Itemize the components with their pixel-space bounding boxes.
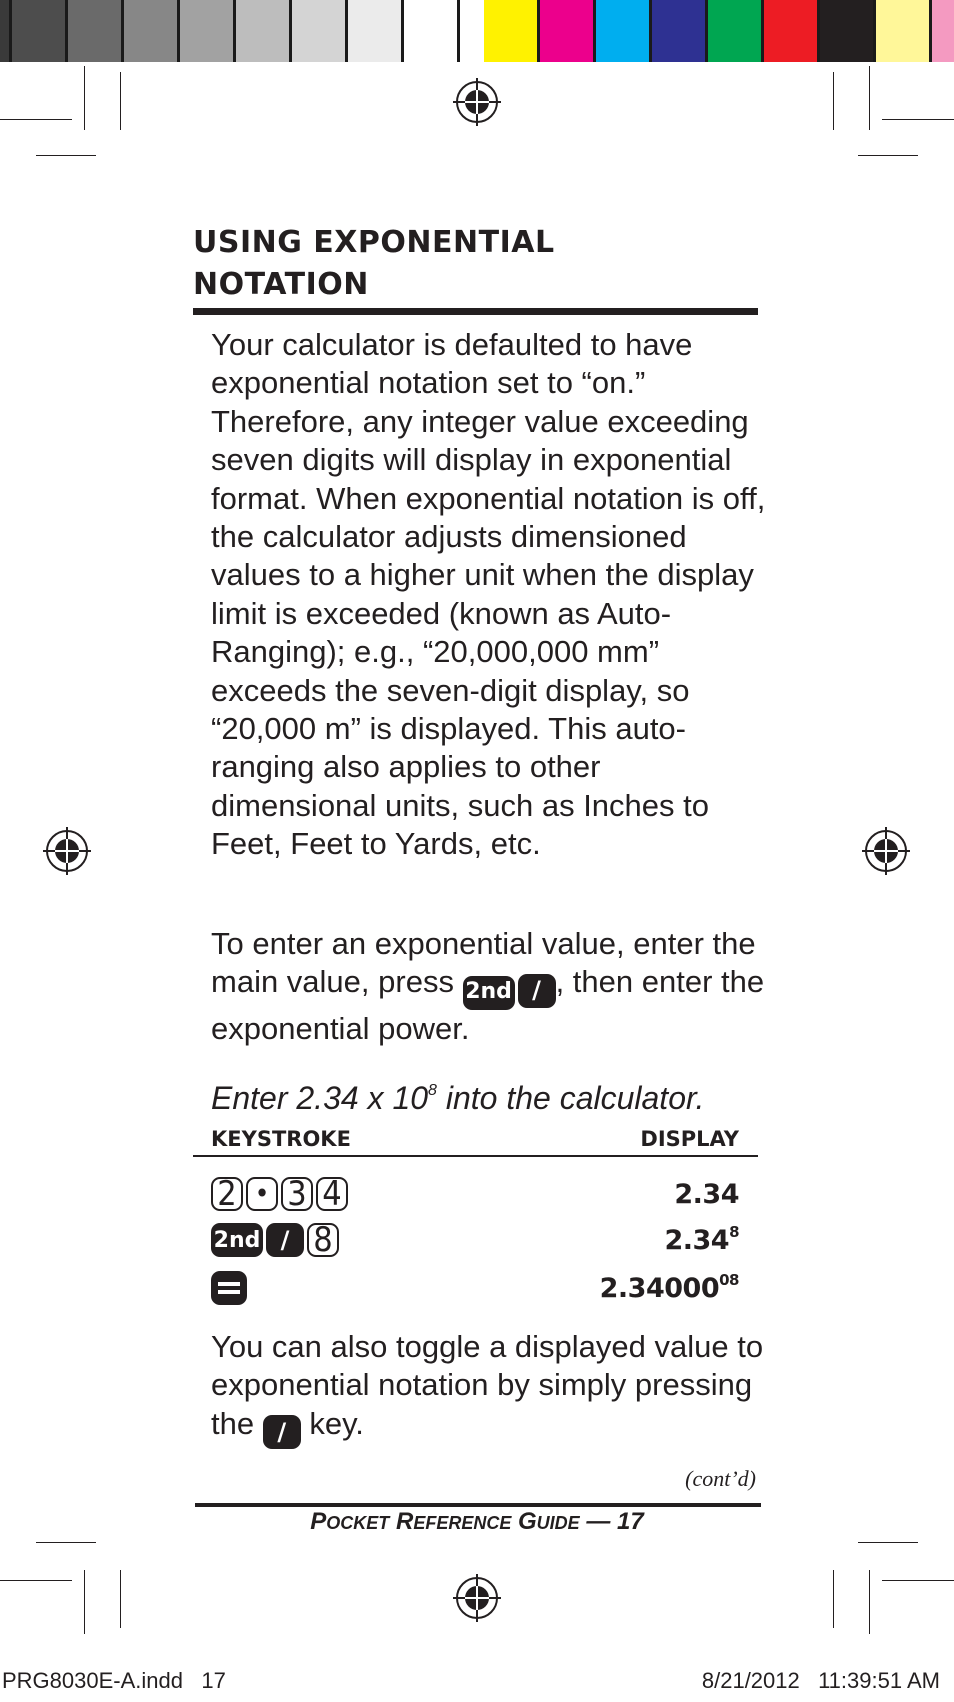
- crop-mark: [882, 119, 954, 120]
- slug-filename: PRG8030E-A.indd 17: [2, 1668, 226, 1693]
- crop-mark: [869, 66, 870, 130]
- color-swatch: [876, 0, 932, 62]
- table-row: [211, 1173, 739, 1215]
- crop-mark: [36, 155, 96, 156]
- gray-swatch: [0, 0, 12, 62]
- keystroke-column-header: KEYSTROKE: [211, 1127, 351, 1151]
- crop-mark: [869, 1570, 870, 1634]
- grayscale-color-bar: [0, 0, 468, 62]
- color-swatch: [932, 0, 954, 62]
- crop-mark: [84, 66, 85, 130]
- heading-rule: [193, 308, 758, 315]
- gray-swatch: [292, 0, 348, 62]
- display-column-header: DISPLAY: [640, 1127, 739, 1151]
- display-value: [599, 1270, 739, 1304]
- crop-mark: [858, 1542, 918, 1543]
- color-swatch: [820, 0, 876, 62]
- registration-mark-icon: [453, 78, 501, 126]
- color-swatch: [596, 0, 652, 62]
- color-swatch: [764, 0, 820, 62]
- color-swatch: [540, 0, 596, 62]
- registration-mark-icon: [453, 1574, 501, 1622]
- slash-key-icon: /: [266, 1223, 304, 1257]
- table-row: [211, 1219, 739, 1261]
- keystroke-sequence: [211, 1271, 250, 1305]
- crop-mark: [120, 72, 121, 130]
- equals-key-icon: [211, 1271, 247, 1305]
- registration-mark-icon: [862, 827, 910, 875]
- second-key-icon: 2nd: [211, 1223, 263, 1257]
- example-instruction: [211, 1080, 704, 1117]
- crop-mark: [833, 1570, 834, 1628]
- para2-text-after: , then enter the exponential power.: [211, 964, 765, 1046]
- four-key-icon: 4: [316, 1177, 348, 1211]
- entry-instructions-paragraph: [211, 925, 771, 1048]
- footer-rule: [195, 1503, 761, 1507]
- gray-swatch: [68, 0, 124, 62]
- footer-initial-p: P: [310, 1508, 327, 1535]
- gray-swatch: [180, 0, 236, 62]
- display-exponent: 8: [729, 1222, 739, 1241]
- example-text-after: into the calculator.: [436, 1080, 705, 1116]
- crop-mark: [0, 119, 72, 120]
- gray-swatch: [12, 0, 68, 62]
- crop-mark: [882, 1580, 954, 1581]
- second-key-icon: 2nd: [463, 976, 515, 1010]
- heading-line-1: USING EXPONENTIAL: [193, 225, 555, 260]
- footer-page-number: — 17: [579, 1508, 644, 1535]
- toggle-paragraph: [211, 1328, 771, 1449]
- color-swatch: [708, 0, 764, 62]
- crop-mark: [36, 1542, 96, 1543]
- example-text-before: Enter 2.34 x 10: [211, 1080, 429, 1116]
- slash-key-icon: /: [518, 974, 556, 1008]
- color-swatch: [484, 0, 540, 62]
- gray-swatch: [236, 0, 292, 62]
- eight-key-icon: 8: [307, 1223, 339, 1257]
- process-color-bar: [484, 0, 954, 62]
- gray-swatch: [404, 0, 460, 62]
- gray-swatch: [124, 0, 180, 62]
- table-header-rule: [193, 1155, 758, 1157]
- footer-smallcaps: UIDE: [536, 1513, 580, 1533]
- footer-smallcaps: OCKET: [326, 1513, 390, 1533]
- crop-mark: [120, 1570, 121, 1628]
- para3-text-before: You can also toggle a displayed value to exponential notation by simply pressing the: [211, 1329, 764, 1441]
- para2-text-before: To enter an exponential value, enter the main value, press: [211, 926, 756, 1000]
- display-mantissa: 2.34: [664, 1224, 730, 1256]
- two-key-icon: 2: [211, 1177, 243, 1211]
- heading-line-2: NOTATION: [193, 267, 369, 302]
- crop-mark: [833, 72, 834, 130]
- section-heading: [193, 222, 763, 306]
- slash-key-icon: /: [263, 1415, 301, 1449]
- table-row: [211, 1267, 739, 1309]
- continued-note: (cont’d): [685, 1466, 756, 1491]
- keystroke-sequence: [211, 1174, 351, 1214]
- intro-paragraph: Your calculator is defaulted to have exponential notation set to “on.” Therefore, any integer value exceeding seven digits will display in exponential format. When exponential notation is off, the calculator adjusts dimensioned values to a higher unit when the display limit is exceeded (known as Auto-Ranging); e.g., “20,000,000 mm” exceeds the seven-digit display, so “20,000 m” is displayed. This auto-ranging also applies to other dimensional units, such as Inches to Feet, Feet to Yards, etc.: [211, 327, 766, 862]
- display-exponent: 08: [719, 1270, 739, 1289]
- crop-mark: [858, 155, 918, 156]
- footer-initial-g: G: [518, 1508, 537, 1535]
- color-swatch: [652, 0, 708, 62]
- slug-datetime: 8/21/2012 11:39:51 AM: [701, 1668, 940, 1693]
- display-value: [664, 1222, 739, 1256]
- display-mantissa: 2.34000: [599, 1272, 720, 1304]
- registration-mark-icon: [43, 827, 91, 875]
- decimal-point-key-icon: •: [246, 1177, 278, 1211]
- keystroke-sequence: [211, 1220, 342, 1260]
- three-key-icon: 3: [281, 1177, 313, 1211]
- gray-swatch: [348, 0, 404, 62]
- crop-mark: [0, 1580, 72, 1581]
- example-exponent: 8: [428, 1082, 437, 1099]
- footer-smallcaps: EFERENCE: [413, 1513, 512, 1533]
- display-mantissa: 2.34: [674, 1178, 739, 1210]
- page-footer: [0, 1508, 954, 1536]
- footer-initial-r: R: [395, 1508, 414, 1535]
- display-value: [674, 1179, 739, 1210]
- crop-mark: [84, 1570, 85, 1634]
- para3-text-after: key.: [300, 1405, 364, 1441]
